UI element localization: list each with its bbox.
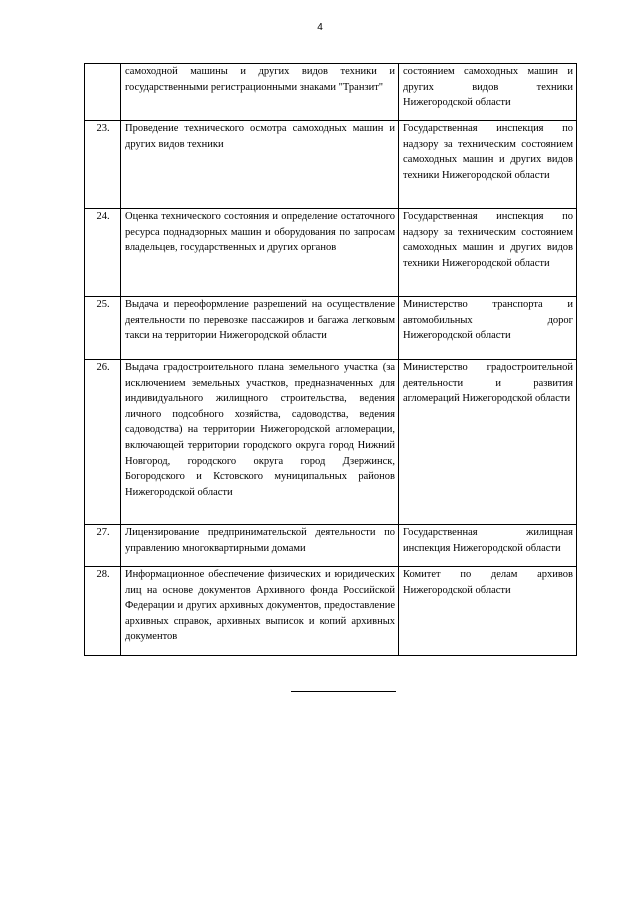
table-row (85, 64, 577, 121)
service-name: Оценка технического состояния и определение остаточного ресурса поднадзорных машин и оборудования по запросам владельцев, государственных и других органов (121, 209, 399, 297)
responsible-authority: состоянием самоходных машин и других видов техники Нижегородской области (399, 64, 577, 121)
service-name: самоходной машины и других видов техники и государственными регистрационными знаками "Транзит" (121, 64, 399, 121)
row-number: 27. (85, 525, 121, 567)
end-divider (291, 691, 396, 692)
row-number: 26. (85, 360, 121, 525)
row-number (85, 64, 121, 121)
services-table (84, 63, 577, 656)
row-number: 28. (85, 567, 121, 656)
responsible-authority: Государственная инспекция по надзору за техническим состоянием самоходных машин и других видов техники Нижегородской области (399, 121, 577, 209)
page-number: 4 (317, 22, 323, 33)
service-name: Информационное обеспечение физических и юридических лиц на основе документов Архивного фонда Российской Федерации и других архивных документов, предоставление архивных справок, архивных выписок и копий архивных документов (121, 567, 399, 656)
responsible-authority: Государственная инспекция по надзору за техническим состоянием самоходных машин и других видов техники Нижегородской области (399, 209, 577, 297)
responsible-authority: Министерство транспорта и автомобильных дорог Нижегородской области (399, 297, 577, 360)
service-name: Лицензирование предпринимательской деятельности по управлению многоквартирными домами (121, 525, 399, 567)
table-row (85, 360, 577, 525)
row-number: 24. (85, 209, 121, 297)
table-row (85, 525, 577, 567)
responsible-authority: Комитет по делам архивов Нижегородской области (399, 567, 577, 656)
row-number: 23. (85, 121, 121, 209)
table-row (85, 297, 577, 360)
table-row (85, 209, 577, 297)
row-number: 25. (85, 297, 121, 360)
service-name: Проведение технического осмотра самоходных машин и других видов техники (121, 121, 399, 209)
responsible-authority: Министерство градостроительной деятельности и развития агломераций Нижегородской области (399, 360, 577, 525)
responsible-authority: Государственная жилищная инспекция Нижегородской области (399, 525, 577, 567)
service-name: Выдача градостроительного плана земельного участка (за исключением земельных участков, предназначенных для индивидуального жилищного строительства, ведения личного подсобного хозяйства, садоводства, ведения садоводства) на территории Нижегородской агломерации, включающей территории городского округа город Нижний Новгород, городского округа город Дзержинск, Богородского и Кстовского муниципальных районов Нижегородской области (121, 360, 399, 525)
table-row (85, 567, 577, 656)
table-row (85, 121, 577, 209)
service-name: Выдача и переоформление разрешений на осуществление деятельности по перевозке пассажиров и багажа легковым такси на территории Нижегородской области (121, 297, 399, 360)
